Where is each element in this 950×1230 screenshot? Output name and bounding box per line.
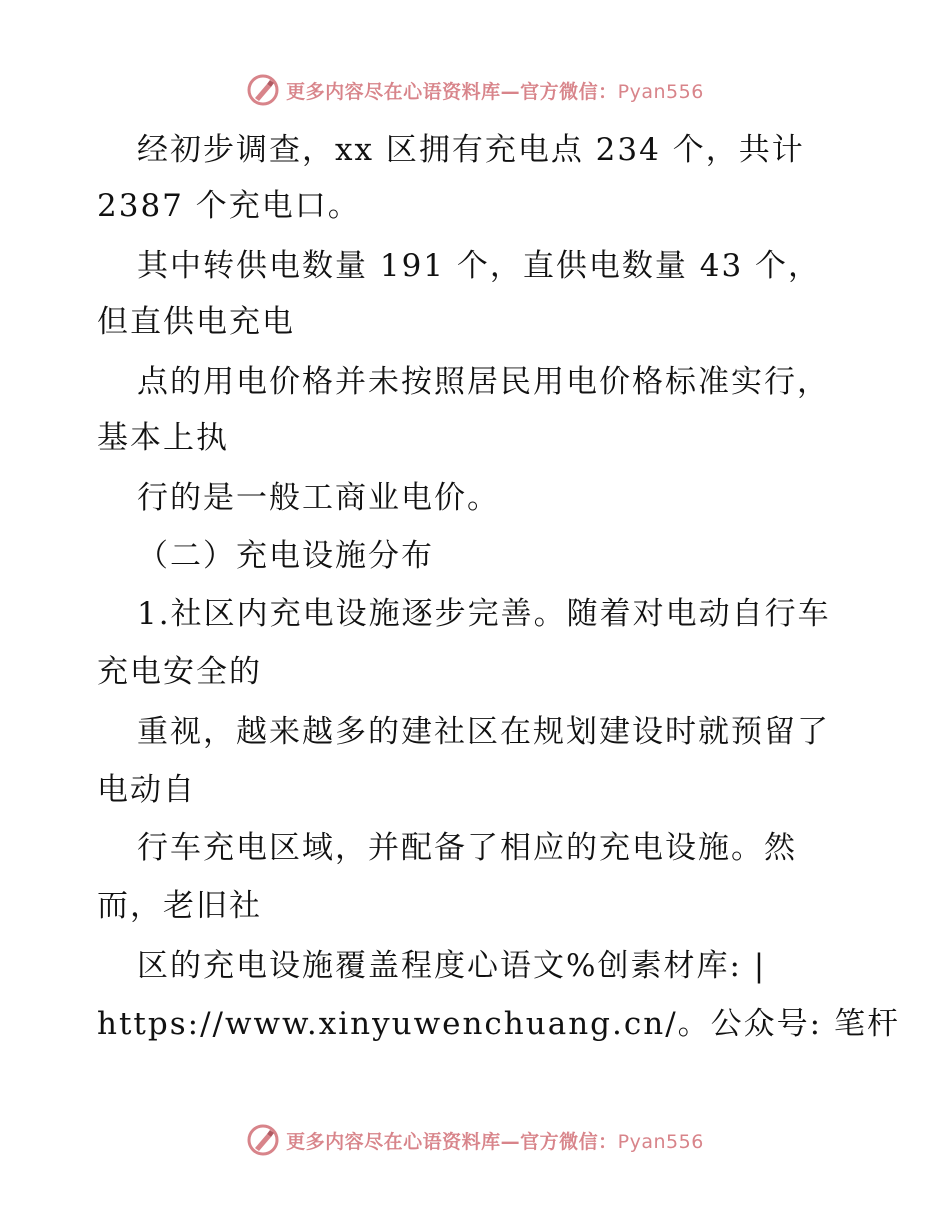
text-line: 点的用电价格并未按照居民用电价格标准实行， bbox=[137, 364, 830, 400]
text-line: 1.社区内充电设施逐步完善。随着对电动自行车 bbox=[137, 596, 831, 632]
text-line: 但直供电充电 bbox=[97, 304, 295, 340]
text-line: 行的是一般工商业电价。 bbox=[137, 480, 500, 516]
text-line: 电动自 bbox=[97, 772, 196, 808]
text-line: 基本上执 bbox=[97, 420, 229, 456]
pen-logo-icon bbox=[246, 1123, 280, 1157]
watermark-footer bbox=[0, 1120, 950, 1160]
text-line: 重视，越来越多的建社区在规划建设时就预留了 bbox=[137, 714, 830, 750]
wechat-id: Pyan556 bbox=[617, 80, 704, 103]
text-line: 经初步调查，xx 区拥有充电点 234 个，共计 bbox=[137, 132, 805, 168]
text-line: 2387 个充电口。 bbox=[97, 188, 361, 224]
text-line: https://www.xinyuwenchuang.cn/。公众号: 笔杆 bbox=[97, 1006, 900, 1042]
text-line: 其中转供电数量 191 个，直供电数量 43 个， bbox=[137, 248, 822, 284]
watermark-header bbox=[0, 70, 950, 110]
watermark-text: 更多内容尽在心语资料库—官方微信：Pyan556 bbox=[286, 80, 704, 103]
text-line: 行车充电区域，并配备了相应的充电设施。然 bbox=[137, 830, 797, 866]
watermark-text: 更多内容尽在心语资料库—官方微信：Pyan556 bbox=[286, 1130, 704, 1153]
section-heading: （二）充电设施分布 bbox=[137, 538, 434, 574]
text-line: 而，老旧社 bbox=[97, 888, 262, 924]
text-line: 区的充电设施覆盖程度心语文%创素材库: | bbox=[137, 948, 767, 984]
pen-logo-icon bbox=[246, 73, 280, 107]
wechat-id: Pyan556 bbox=[617, 1130, 704, 1153]
text-line: 充电安全的 bbox=[97, 654, 262, 690]
